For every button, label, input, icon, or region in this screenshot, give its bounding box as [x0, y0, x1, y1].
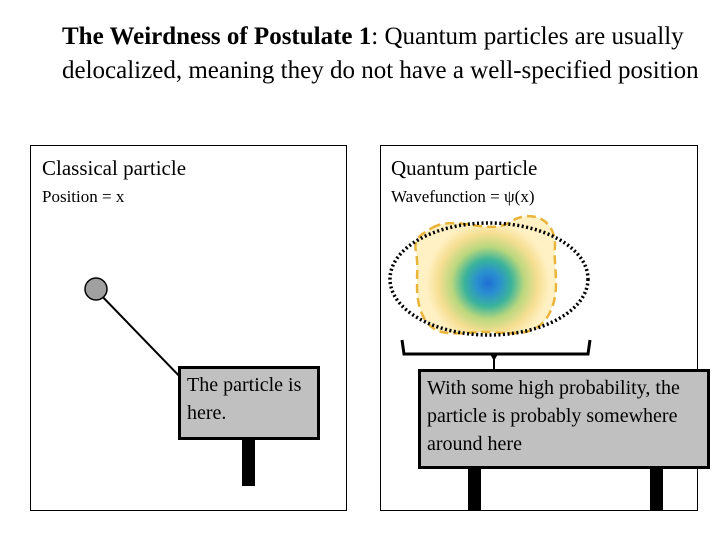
classical-pointer-line [96, 290, 186, 383]
classical-sign-post [242, 436, 255, 486]
wavefunction-blob [415, 216, 556, 333]
classical-position-label: Position = x [42, 187, 125, 206]
psi-symbol: ψ [504, 187, 515, 206]
classical-sign: The particle is here. [178, 366, 320, 440]
title-bold: The Weirdness of Postulate 1 [62, 23, 372, 50]
region-bracket [402, 340, 590, 354]
quantum-sign-post-left [468, 466, 481, 510]
classical-particle-dot [85, 278, 107, 300]
wavefunction-prefix: Wavefunction = [391, 187, 505, 206]
bracket-arrowhead [490, 354, 498, 361]
quantum-sign-post-right [650, 466, 663, 510]
wavefunction-suffix: (x) [514, 187, 535, 206]
quantum-sign: With some high probability, the particle is probably somewhere around here [418, 369, 710, 469]
quantum-heading: Quantum particle [391, 156, 538, 180]
classical-heading: Classical particle [42, 156, 187, 180]
title-rest: : Quantum particles are usually delocalized, meaning they do not have a well-specified position [62, 23, 699, 84]
